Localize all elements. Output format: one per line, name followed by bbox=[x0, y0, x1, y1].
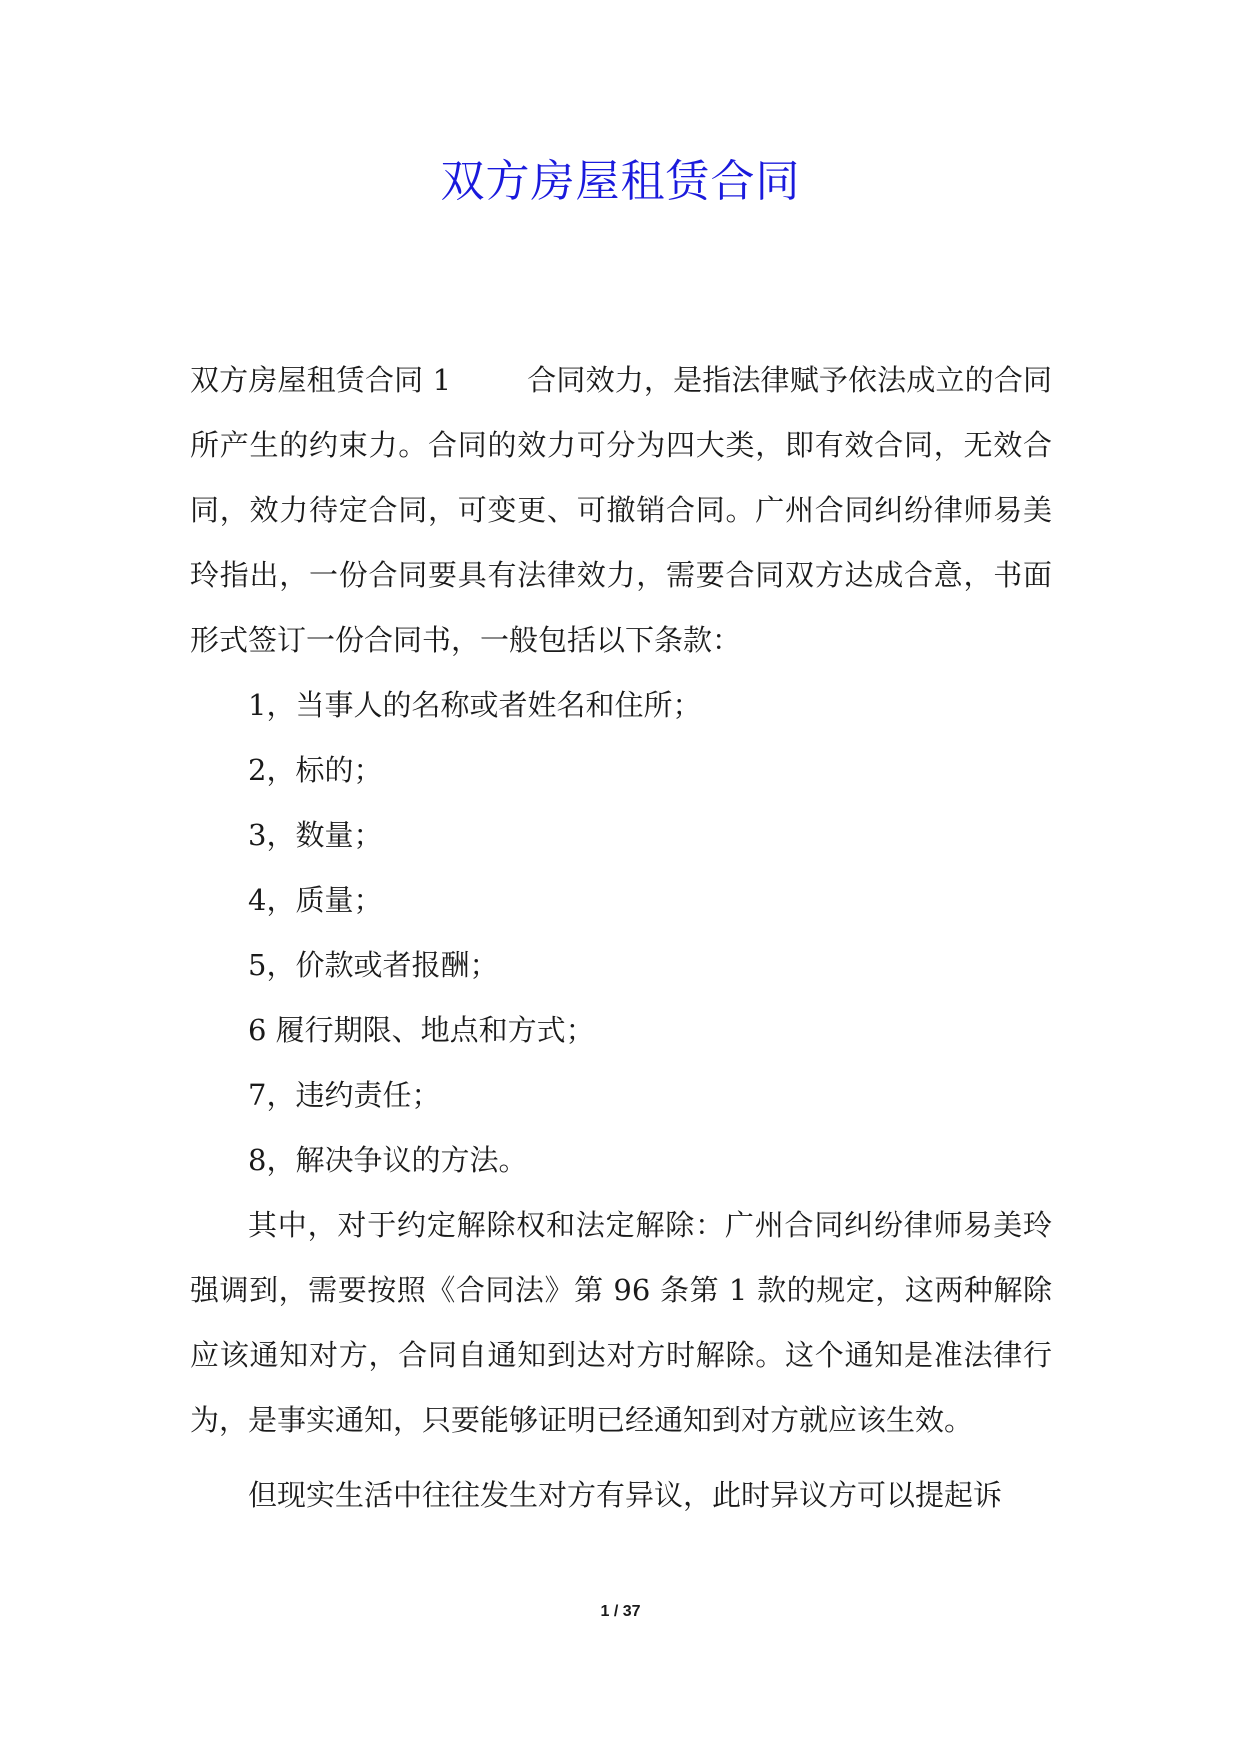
document-title: 双方房屋租赁合同 bbox=[440, 156, 801, 207]
clause-1: 1，当事人的名称或者姓名和住所； bbox=[248, 688, 702, 722]
body-paragraph-objection: 但现实生活中往往发生对方有异议，此时异议方可以提起诉 bbox=[248, 1478, 1003, 1512]
page-indicator: 1 / 37 bbox=[600, 1603, 641, 1620]
clause-4: 4，质量； bbox=[248, 883, 383, 917]
intro-text: 合同效力，是指法律赋予依法成立的合同所产生的约束力。合同的效力可分为四大类，即有效合同，无效合同，效力待定合同，可变更、可撤销合同。广州合同纠纷律师易美玲指出，一份合同要具有法律效力，需要合同双方达成合意，书面形式签订一份合同书，一般包括以下条款： bbox=[190, 363, 1052, 657]
clause-2: 2，标的； bbox=[248, 753, 383, 787]
clause-3: 3，数量； bbox=[248, 818, 383, 852]
intro-paragraph bbox=[190, 348, 1052, 673]
document-body bbox=[190, 348, 1052, 1528]
clause-7: 7，违约责任； bbox=[248, 1078, 441, 1112]
clause-5: 5，价款或者报酬； bbox=[248, 948, 499, 982]
body-paragraph-rescission: 其中，对于约定解除权和法定解除：广州合同纠纷律师易美玲强调到，需要按照《合同法》第 96 条第 1 款的规定，这两种解除应该通知对方，合同自通知到达对方时解除。这个通知是准法律行为，是事实通知，只要能够证明已经通知到对方就应该生效。 bbox=[190, 1208, 1052, 1437]
clause-6: 6 履行期限、地点和方式； bbox=[248, 1013, 595, 1047]
clause-8: 8，解决争议的方法。 bbox=[248, 1143, 528, 1177]
intro-lead: 双方房屋租赁合同 1 bbox=[190, 363, 452, 397]
